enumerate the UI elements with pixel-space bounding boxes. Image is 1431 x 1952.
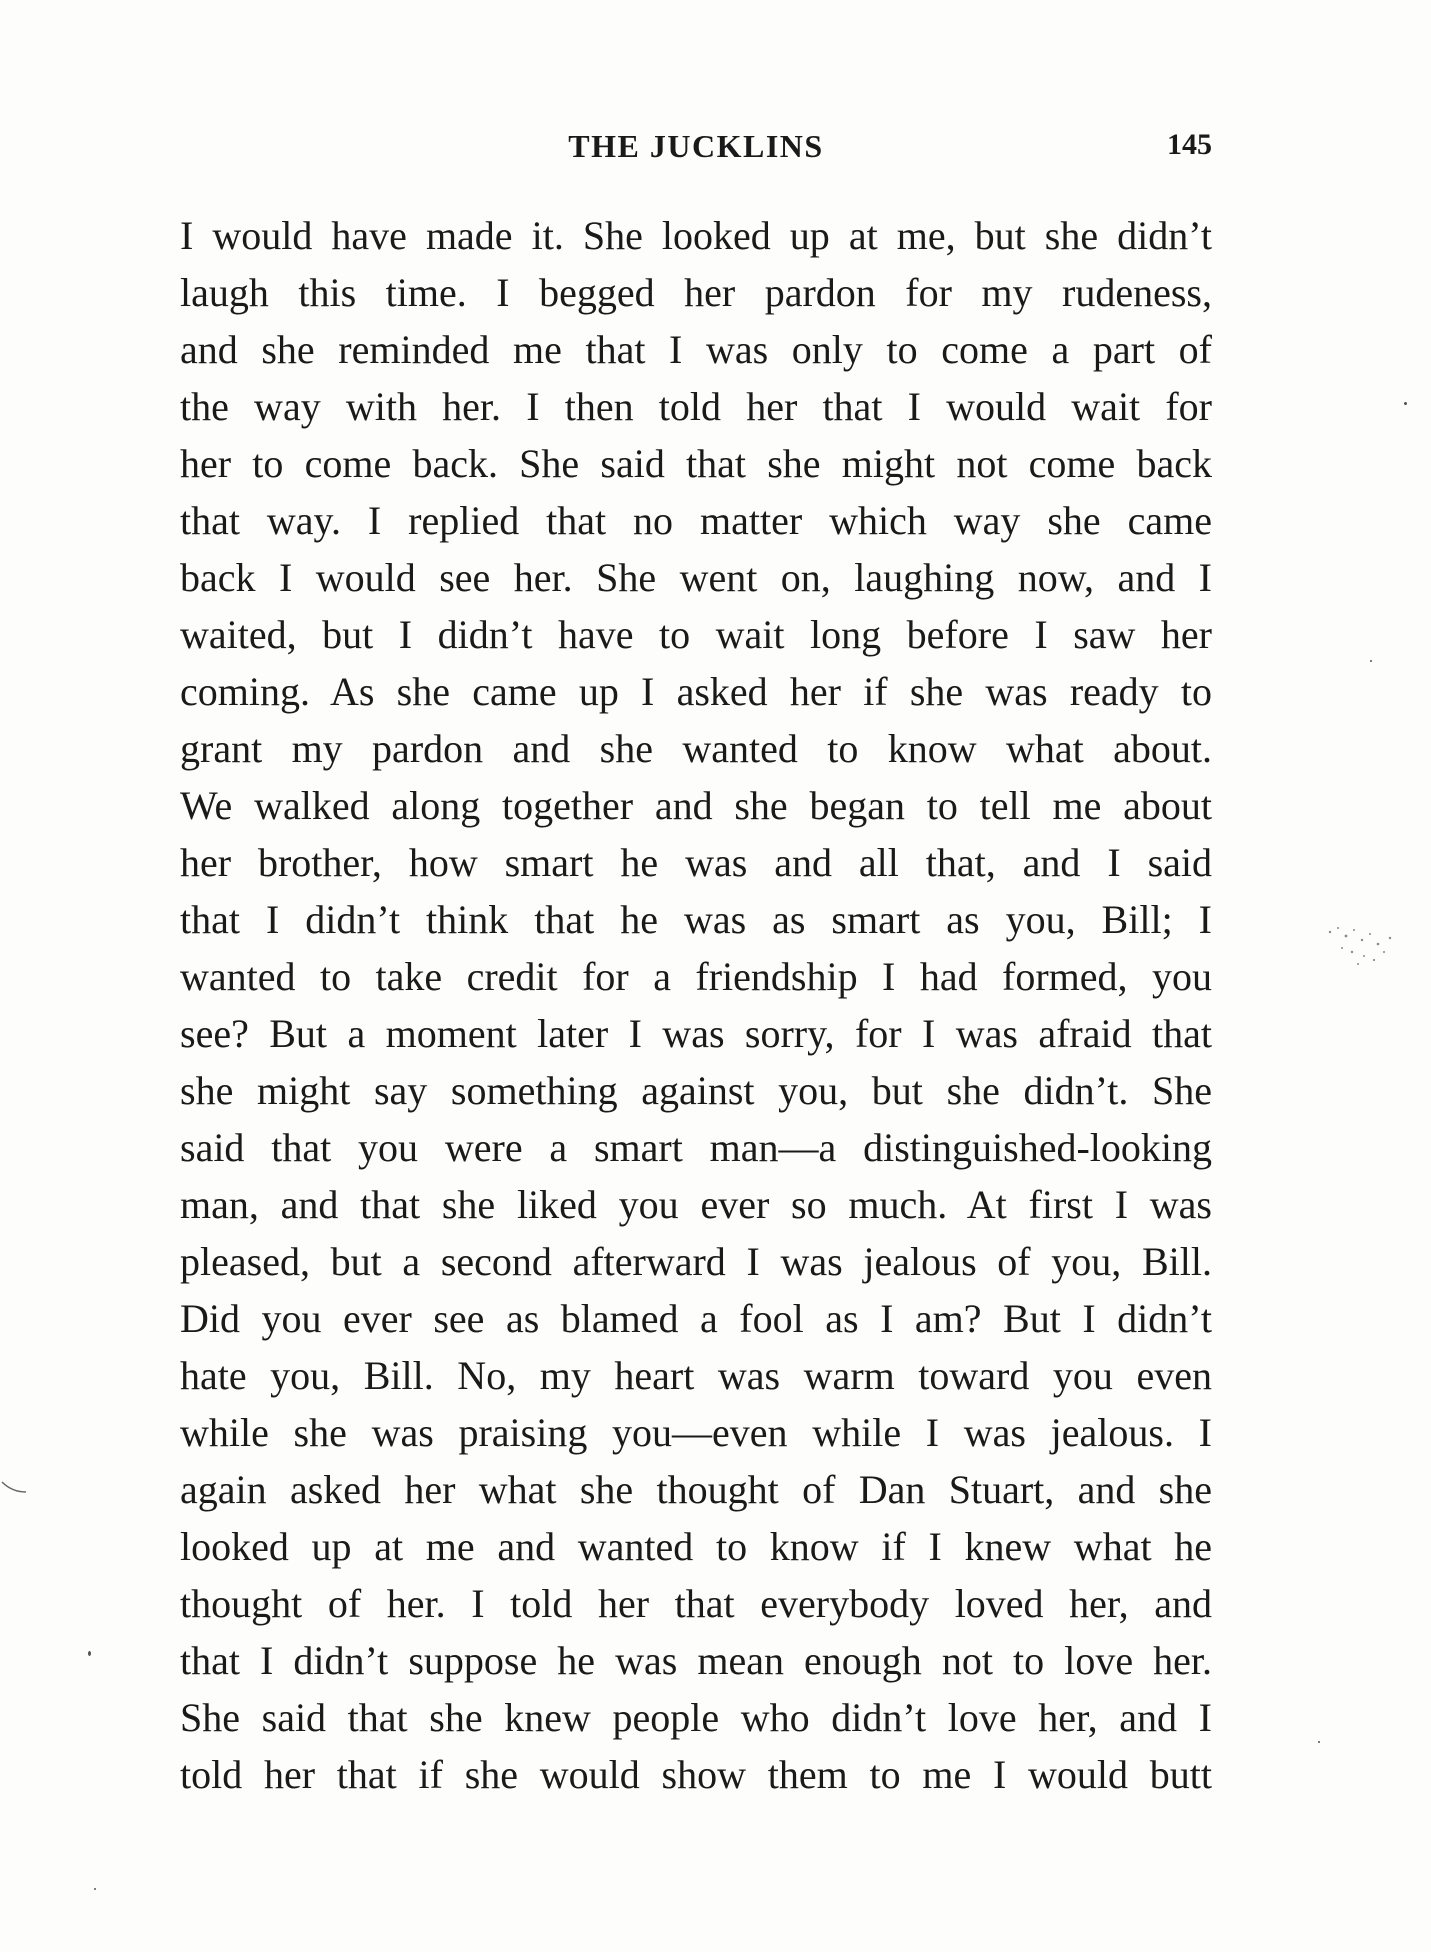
page-number: 145	[1167, 128, 1212, 161]
text-line: looked up at me and wanted to know if I knew what he	[180, 1524, 1212, 1569]
text-line: She said that she knew people who didn’t love her, and I	[180, 1695, 1212, 1740]
text-line: while she was praising you—even while I was jealous. I	[180, 1410, 1212, 1455]
text-line: laugh this time. I begged her pardon for my rudeness,	[180, 270, 1212, 315]
text-line: wanted to take credit for a friendship I had formed, you	[180, 954, 1212, 999]
scan-speck	[1370, 660, 1372, 662]
scan-speck	[94, 1888, 96, 1890]
text-line: grant my pardon and she wanted to know what about.	[180, 726, 1212, 771]
text-line: told her that if she would show them to me I would butt	[180, 1752, 1212, 1797]
scan-speck	[88, 1651, 91, 1656]
text-line: thought of her. I told her that everybody loved her, and	[180, 1581, 1212, 1626]
text-line: man, and that she liked you ever so much. At first I was	[180, 1182, 1212, 1227]
text-line: I would have made it. She looked up at me, but she didn’t	[180, 213, 1212, 258]
running-head	[180, 122, 1212, 172]
text-line: that I didn’t suppose he was mean enough not to love her.	[180, 1638, 1212, 1683]
text-line: back I would see her. She went on, laughing now, and I	[180, 555, 1212, 600]
text-line: and she reminded me that I was only to come a part of	[180, 327, 1212, 372]
text-line: her to come back. She said that she might not come back	[180, 441, 1212, 486]
text-line: see? But a moment later I was sorry, for I was afraid that	[180, 1011, 1212, 1056]
margin-mark	[0, 1478, 30, 1498]
scan-smudge	[1318, 918, 1398, 978]
text-line: she might say something against you, but she didn’t. She	[180, 1068, 1212, 1113]
text-line: Did you ever see as blamed a fool as I am? But I didn’t	[180, 1296, 1212, 1341]
text-line: pleased, but a second afterward I was jealous of you, Bill.	[180, 1239, 1212, 1284]
text-line: again asked her what she thought of Dan Stuart, and she	[180, 1467, 1212, 1512]
text-line: hate you, Bill. No, my heart was warm toward you even	[180, 1353, 1212, 1398]
text-line: coming. As she came up I asked her if she was ready to	[180, 669, 1212, 714]
text-line: the way with her. I then told her that I would wait for	[180, 384, 1212, 429]
scan-speck	[1404, 402, 1407, 405]
running-title: THE JUCKLINS	[568, 128, 824, 164]
text-line: her brother, how smart he was and all that, and I said	[180, 840, 1212, 885]
text-line: said that you were a smart man—a distinguished-looking	[180, 1125, 1212, 1170]
text-line: that way. I replied that no matter which way she came	[180, 498, 1212, 543]
scan-speck	[1318, 1741, 1320, 1743]
text-line: waited, but I didn’t have to wait long before I saw her	[180, 612, 1212, 657]
body-text	[180, 207, 1212, 1803]
text-line: that I didn’t think that he was as smart as you, Bill; I	[180, 897, 1212, 942]
text-line: We walked along together and she began to tell me about	[180, 783, 1212, 828]
